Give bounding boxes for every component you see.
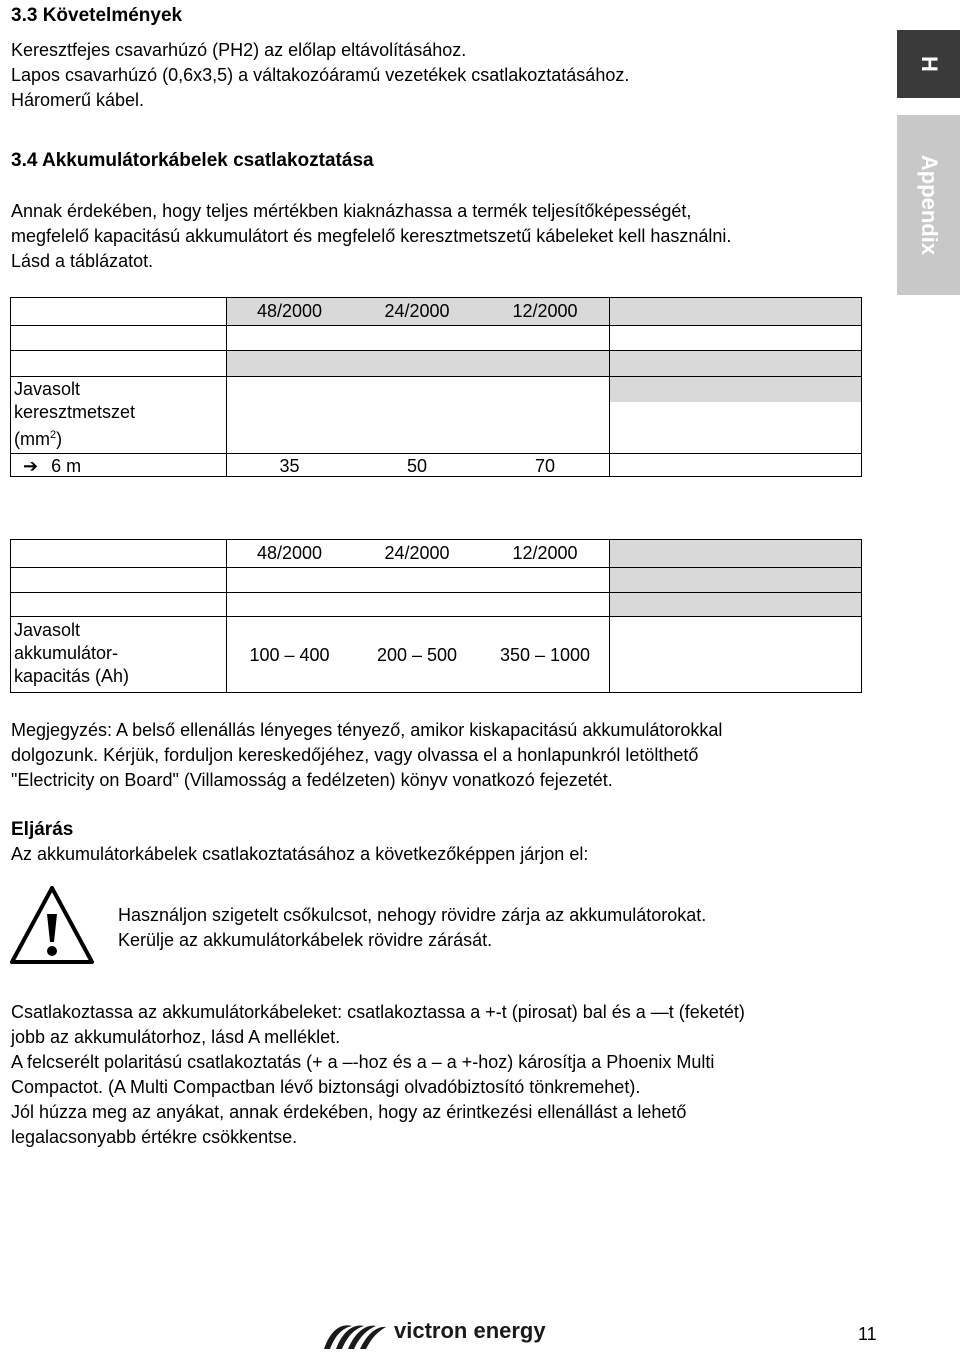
table1-value-12: 70: [534, 456, 556, 476]
unit-superscript: 2: [49, 429, 57, 441]
procedure-line: Csatlakoztassa az akkumulátorkábeleket: csatlakoztassa a +-t (pirosat) bal és a —t (feketét): [11, 1002, 745, 1022]
table1-header-24: 24/2000: [384, 301, 450, 321]
procedure-line: jobb az akkumulátorhoz, lásd A melléklet.: [11, 1027, 341, 1047]
table2-value-12: 350 – 1000: [499, 645, 591, 665]
procedure-line: Compactot. (A Multi Compactban lévő biztonsági olvadóbiztosító tönkremehet).: [11, 1077, 641, 1097]
section-33-heading: 3.3 Követelmények: [11, 5, 183, 26]
procedure-body: [11, 1000, 745, 1150]
note-line: dolgozunk. Kérjük, forduljon kereskedőjéhez, vagy olvassa el a honlapunkról letölthető: [11, 745, 699, 765]
length-label: 6 m: [51, 456, 82, 476]
table1-length-cell: [23, 455, 223, 478]
section-34-body: [11, 199, 731, 274]
row-label-line: keresztmetszet: [14, 402, 136, 422]
warning-text: [118, 903, 706, 953]
table2-header-24: 24/2000: [384, 543, 450, 563]
procedure-intro: [11, 842, 588, 867]
victron-logo-icon: [322, 1322, 388, 1352]
appendix-tab[interactable]: [897, 115, 960, 295]
cable-cross-section-table: [10, 297, 862, 477]
table-shaded-band: [226, 350, 861, 376]
table2-row-label: [14, 619, 224, 688]
warning-line: Kerülje az akkumulátorkábelek rövidre zárását.: [118, 930, 493, 950]
table2-header-12: 12/2000: [512, 543, 578, 563]
section-34-line: megfelelő kapacitású akkumulátort és megfelelő keresztmetszetű kábeleket kell használni.: [11, 226, 732, 246]
language-tab[interactable]: [897, 30, 960, 98]
table2-value-24: 200 – 500: [376, 645, 458, 665]
table1-header-48: 48/2000: [256, 301, 323, 321]
section-34-line: Lásd a táblázatot.: [11, 251, 154, 271]
table2-header-48: 48/2000: [256, 543, 323, 563]
brand-name: victron energy: [394, 1318, 546, 1343]
arrow-icon: ➔: [23, 456, 39, 476]
section-34-line: Annak érdekében, hogy teljes mértékben kiaknázhassa a termék teljesítőképességét,: [11, 201, 692, 221]
row-label-line: Javasolt: [14, 620, 81, 640]
procedure-line: A felcserélt polaritású csatlakoztatás (+ a –-hoz és a – a +-hoz) károsítja a Phoenix Multi: [11, 1052, 715, 1072]
language-tab-label: H: [916, 56, 942, 72]
table2-value-48: 100 – 400: [249, 645, 330, 665]
note-line: Megjegyzés: A belső ellenállás lényeges tényező, amikor kiskapacitású akkumulátorokkal: [11, 720, 723, 740]
table1-value-24: 50: [406, 456, 428, 476]
table-shaded-cell: [609, 376, 861, 402]
section-33-body: [11, 38, 629, 113]
battery-capacity-table: [10, 539, 862, 693]
section-34-heading: 3.4 Akkumulátorkábelek csatlakoztatása: [11, 150, 374, 171]
page-number: 11: [858, 1324, 877, 1344]
warning-icon: [8, 884, 96, 966]
table1-value-48: 35: [279, 456, 300, 476]
table-shaded-cell: [609, 567, 861, 592]
section-33-line: Háromerű kábel.: [11, 90, 145, 110]
appendix-tab-label: Appendix: [916, 154, 942, 256]
note-line: "Electricity on Board" (Villamosság a fedélzeten) könyv vonatkozó fejezetét.: [11, 770, 613, 790]
table-shaded-cell: [609, 540, 861, 567]
procedure-intro-line: Az akkumulátorkábelek csatlakoztatásához a következőképpen járjon el:: [11, 844, 589, 864]
unit-end: ): [56, 429, 63, 449]
procedure-line: legalacsonyabb értékre csökkentse.: [11, 1127, 298, 1147]
section-33-line: Keresztfejes csavarhúzó (PH2) az előlap eltávolításához.: [11, 40, 467, 60]
row-label-line: Javasolt: [14, 379, 81, 399]
procedure-heading: Eljárás: [11, 819, 74, 840]
table1-header-12: 12/2000: [512, 301, 578, 321]
procedure-line: Jól húzza meg az anyákat, annak érdekében, hogy az érintkezési ellenállást a lehető: [11, 1102, 687, 1122]
row-label-line: akkumulátor-: [14, 643, 119, 663]
table-shaded-cell: [609, 592, 861, 616]
note-paragraph: [11, 718, 722, 793]
table1-row-label: [14, 378, 224, 451]
warning-line: Használjon szigetelt csőkulcsot, nehogy rövidre zárja az akkumulátorokat.: [118, 905, 707, 925]
row-label-line: kapacitás (Ah): [14, 666, 130, 686]
unit-label: [14, 424, 224, 451]
unit-base: (mm: [14, 429, 50, 449]
section-33-line: Lapos csavarhúzó (0,6x3,5) a váltakozóáramú vezetékek csatlakoztatásához.: [11, 65, 630, 85]
